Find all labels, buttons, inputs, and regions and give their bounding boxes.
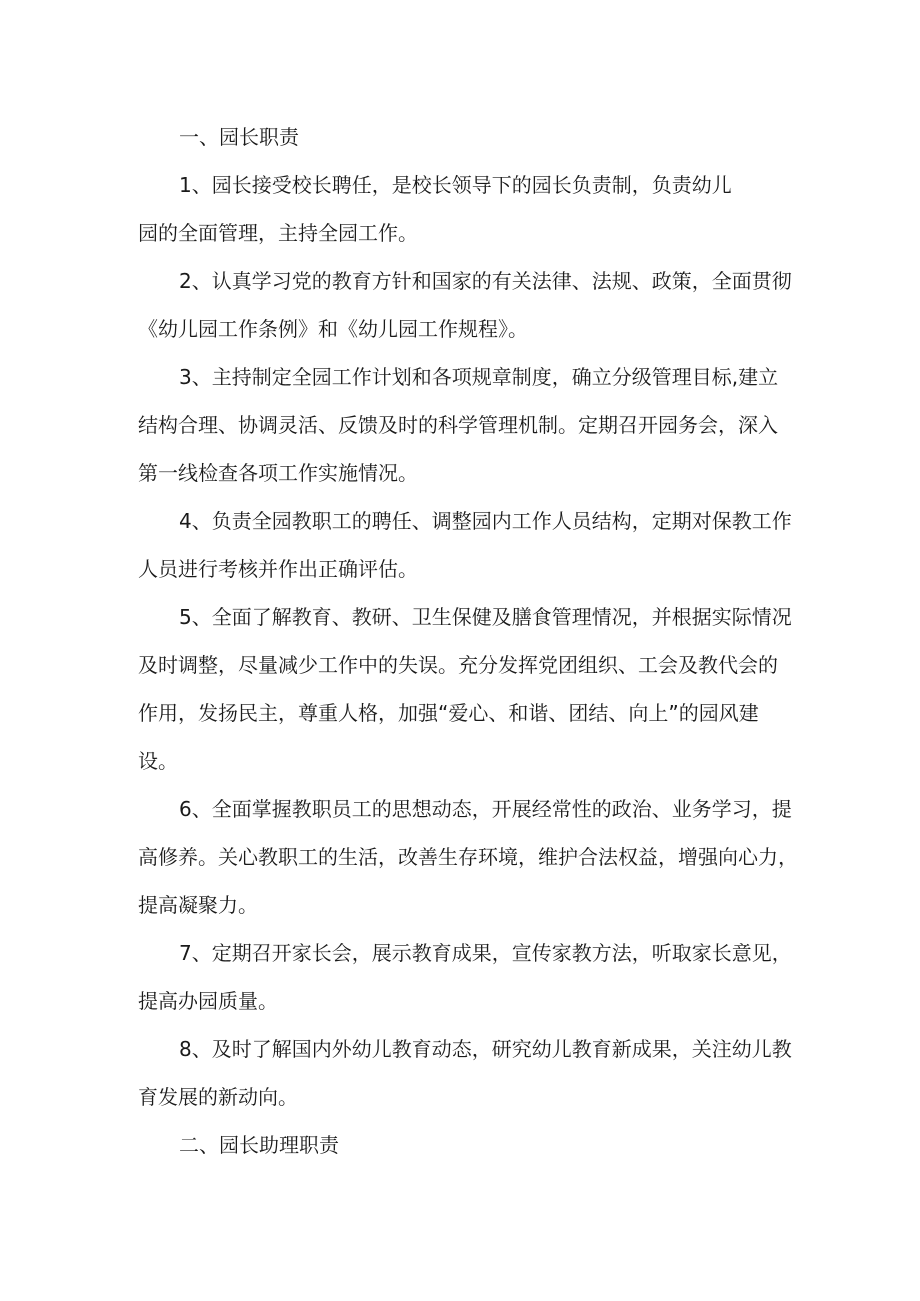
paragraph-5 xyxy=(138,593,792,785)
paragraph-line: 8、及时了解国内外幼儿教育动态，研究幼儿教育新成果，关注幼儿教 xyxy=(179,1037,792,1061)
paragraph-line: 提高办园质量。 xyxy=(138,989,278,1013)
paragraph-line: 第一线检查各项工作实施情况。 xyxy=(138,461,418,485)
document-page xyxy=(138,113,798,1169)
paragraph-line: 2、认真学习党的教育方针和国家的有关法律、法规、政策，全面贯彻 xyxy=(179,269,792,293)
paragraph-line: 1、园长接受校长聘任，是校长领导下的园长负责制，负责幼儿 xyxy=(179,173,732,197)
paragraph-1 xyxy=(138,161,788,257)
paragraph-line: 5、全面了解教育、教研、卫生保健及膳食管理情况，并根据实际情况 xyxy=(179,605,792,629)
paragraph-6 xyxy=(138,785,798,929)
paragraph-line: 高修养。关心教职工的生活，改善生存环境，维护合法权益，增强向心力， xyxy=(138,845,798,869)
paragraph-line: 提高凝聚力。 xyxy=(138,893,258,917)
paragraph-line: 结构合理、协调灵活、反馈及时的科学管理机制。定期召开园务会，深入 xyxy=(138,413,778,437)
paragraph-line: 园的全面管理，主持全园工作。 xyxy=(138,221,418,245)
paragraph-line: 育发展的新动向。 xyxy=(138,1085,298,1109)
paragraph-line: 6、全面掌握教职员工的思想动态，开展经常性的政治、业务学习，提 xyxy=(179,797,792,821)
section-heading-2: 二、园长助理职责 xyxy=(179,1133,339,1157)
paragraph-7 xyxy=(138,929,792,1025)
section-heading-1: 一、园长职责 xyxy=(179,125,299,149)
paragraph-line: 及时调整，尽量减少工作中的失误。充分发挥党团组织、工会及教代会的 xyxy=(138,653,778,677)
paragraph-line: 作用，发扬民主，尊重人格，加强“爱心、和谐、团结、向上”的园风建 xyxy=(138,701,759,725)
paragraph-line: 设。 xyxy=(138,749,178,773)
paragraph-4 xyxy=(138,497,792,593)
paragraph-line: 7、定期召开家长会，展示教育成果，宣传家教方法，听取家长意见， xyxy=(179,941,792,965)
paragraph-line: 人员进行考核并作出正确评估。 xyxy=(138,557,418,581)
paragraph-8 xyxy=(138,1025,792,1121)
paragraph-line: 《幼儿园工作条例》和《幼儿园工作规程》。 xyxy=(138,317,528,341)
paragraph-line: 4、负责全园教职工的聘任、调整园内工作人员结构，定期对保教工作 xyxy=(179,509,792,533)
paragraph-line: 3、主持制定全园工作计划和各项规章制度，确立分级管理目标,建立 xyxy=(179,365,779,389)
paragraph-3 xyxy=(138,353,788,497)
paragraph-2 xyxy=(138,257,792,353)
